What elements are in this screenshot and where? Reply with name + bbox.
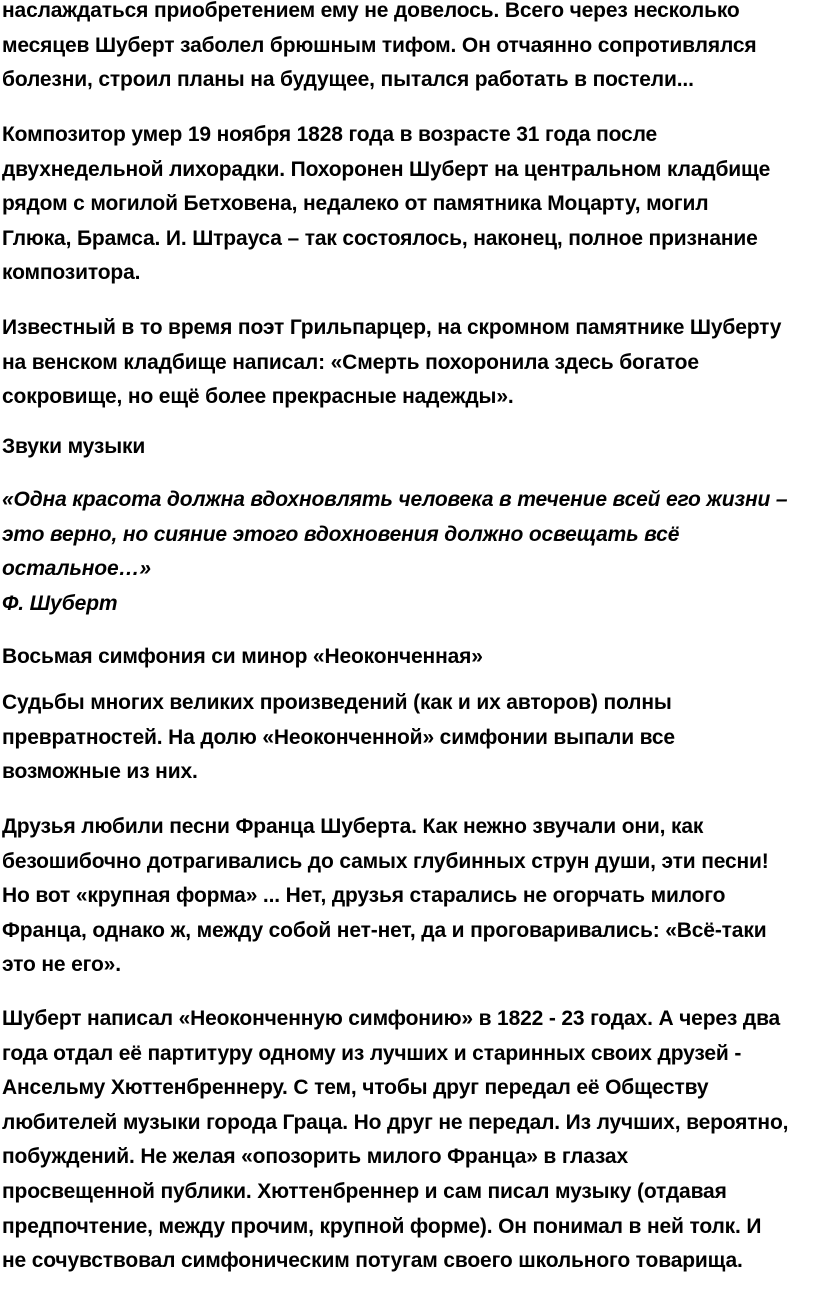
section-heading-eighth-symphony [2,640,814,675]
text-line: наслаждаться приобретением ему не довелось. Всего через несколько [2,0,740,22]
text-line: не сочувствовал симфоническим потугам своего школьного товарища. [2,1249,743,1273]
text-line: Ансельму Хюттенбреннеру. С тем, чтобы друг передал её Обществу [2,1076,709,1100]
text-line: двухнедельной лихорадки. Похоронен Шуберт на центральном кладбище [2,157,771,181]
text-line: Друзья любили песни Франца Шуберта. Как нежно звучали они, как [2,815,704,838]
text-line: безошибочно дотрагивались до самых глубинных струн души, эти песни! [2,849,769,873]
text-line: просвещенной публики. Хюттенбреннер и сам писал музыку (отдавая [2,1179,727,1203]
paragraph-fates [2,686,814,790]
heading-text: Звуки музыки [2,435,146,458]
text-line: побуждений. Не желая «опозорить милого Франца» в глазах [2,1145,628,1169]
section-heading-sounds-of-music [2,430,814,465]
quote-author: Ф. Шуберт [2,591,118,615]
paragraph-epitaph [2,311,814,415]
text-line: возможные из них. [2,760,198,784]
text-line: года отдал её партитуру одному из лучших и старинных своих друзей - [2,1041,742,1065]
text-line: любителей музыки города Граца. Но друг не передал. Из лучших, вероятно, [2,1110,789,1134]
text-line: Глюка, Брамса. И. Штрауса – так состоялось, наконец, полное признание [2,226,758,250]
quote-line: это верно, но сияние этого вдохновения должно освещать всё [2,522,680,546]
text-line: Франца, однако ж, между собой нет-нет, да и проговаривались: «Всё-таки [2,918,767,942]
text-line: превратностей. На долю «Неоконченной» симфонии выпали все [2,725,675,749]
quote-line: остальное…» [2,557,151,581]
paragraph-illness [2,0,814,98]
text-line: болезни, строил планы на будущее, пытался работать в постели... [2,68,694,92]
paragraph-friends [2,810,814,983]
text-line: Судьбы многих великих произведений (как и их авторов) полны [2,691,672,714]
text-line: предпочтение, между прочим, крупной форме). Он понимал в ней толк. И [2,1214,762,1238]
paragraph-unfinished-symphony [2,1002,814,1279]
text-line: рядом с могилой Бетховена, недалеко от памятника Моцарту, могил [2,192,709,216]
text-line: Известный в то время поэт Грильпарцер, на скромном памятнике Шуберту [2,316,782,339]
paragraph-death [2,118,814,291]
text-line: месяцев Шуберт заболел брюшным тифом. Он отчаянно сопротивлялся [2,33,757,57]
text-line: Но вот «крупная форма» ... Нет, друзья старались не огорчать милого [2,884,726,908]
heading-text: Восьмая симфония си минор «Неоконченная» [2,645,483,668]
text-line: композитора. [2,261,141,285]
quote-line: «Одна красота должна вдохновлять человека в течение всей его жизни – [2,488,788,511]
text-line: Шуберт написал «Неоконченную симфонию» в 1822 - 23 годах. А через два [2,1007,781,1030]
text-line: это не его». [2,953,121,977]
quote-block [2,483,814,621]
text-line: на венском кладбище написал: «Смерть похоронила здесь богатое [2,350,699,374]
text-line: сокровище, но ещё более прекрасные надежды». [2,385,514,409]
text-line: Композитор умер 19 ноября 1828 года в возрасте 31 года после [2,123,658,146]
